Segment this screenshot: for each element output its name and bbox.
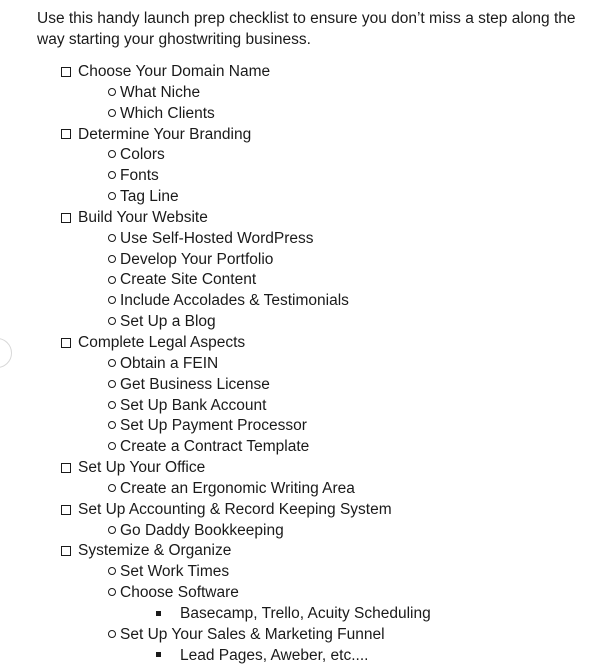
- checklist-item: [0, 500, 592, 521]
- checkbox-icon[interactable]: [61, 62, 71, 83]
- hollow-circle-bullet-icon: [108, 375, 116, 396]
- checklist-item-label: Use Self-Hosted WordPress: [120, 229, 314, 247]
- checklist-subitem: [0, 291, 592, 312]
- checklist-subitem: [0, 416, 592, 437]
- checklist-subitem: [0, 270, 592, 291]
- checklist-subitem: [0, 145, 592, 166]
- hollow-circle-bullet-icon: [108, 187, 116, 208]
- hollow-circle-bullet-icon: [108, 521, 116, 542]
- checklist-item: [0, 62, 592, 83]
- hollow-circle-bullet-icon: [108, 312, 116, 333]
- checklist-item-label: Go Daddy Bookkeeping: [120, 521, 284, 539]
- checklist-subitem: [0, 187, 592, 208]
- checklist-item-label: Set Work Times: [120, 563, 230, 581]
- hollow-circle-bullet-icon: [108, 229, 116, 250]
- checklist-item-label: Which Clients: [120, 104, 215, 122]
- checklist-item-label: Include Accolades & Testimonials: [120, 292, 349, 310]
- checklist-subitem: [0, 166, 592, 187]
- checklist-item-label: Get Business License: [120, 375, 270, 393]
- checklist-item-label: What Niche: [120, 83, 201, 101]
- checklist-subitem: [0, 229, 592, 250]
- checkbox-icon[interactable]: [61, 500, 71, 521]
- hollow-circle-bullet-icon: [108, 270, 116, 291]
- checklist-subitem: [0, 521, 592, 542]
- hollow-circle-bullet-icon: [108, 437, 116, 458]
- checkbox-icon[interactable]: [61, 458, 71, 479]
- checklist-item-label: Obtain a FEIN: [120, 354, 219, 372]
- checklist-item: [0, 125, 592, 146]
- hollow-circle-bullet-icon: [108, 104, 116, 125]
- checklist-item-label: Basecamp, Trello, Acuity Scheduling: [180, 604, 431, 622]
- checklist-item-label: Create a Contract Template: [120, 438, 310, 456]
- hollow-circle-bullet-icon: [108, 291, 116, 312]
- checklist-item-label: Set Up a Blog: [120, 313, 216, 331]
- checklist-item-label: Determine Your Branding: [78, 125, 252, 143]
- checklist-item: [0, 541, 592, 562]
- checklist-item-label: Develop Your Portfolio: [120, 250, 274, 268]
- checkbox-icon[interactable]: [61, 208, 71, 229]
- checklist-item-label: Set Up Your Office: [78, 459, 206, 477]
- checklist-item-label: Set Up Bank Account: [120, 396, 267, 414]
- checklist-item-label: Choose Your Domain Name: [78, 63, 271, 80]
- checklist-item: [0, 458, 592, 479]
- checklist-item-label: Fonts: [120, 167, 159, 185]
- hollow-circle-bullet-icon: [108, 562, 116, 583]
- intro-paragraph: Use this handy launch prep checklist to ensure you don’t miss a step along the way starting your ghostwriting business.: [37, 10, 576, 48]
- checklist-item: [0, 208, 592, 229]
- hollow-circle-bullet-icon: [108, 479, 116, 500]
- checklist-item-label: Tag Line: [120, 188, 179, 206]
- checklist-item-label: Choose Software: [120, 584, 239, 602]
- checklist-subitem: [0, 562, 592, 583]
- checklist-item-label: Systemize & Organize: [78, 542, 232, 560]
- checklist-subitem: [0, 250, 592, 271]
- checklist-subitem: [0, 375, 592, 396]
- checklist-item-label: Lead Pages, Aweber, etc....: [180, 646, 369, 664]
- checklist-item: [0, 333, 592, 354]
- checklist-item-label: Set Up Accounting & Record Keeping System: [78, 500, 392, 518]
- hollow-circle-bullet-icon: [108, 145, 116, 166]
- hollow-circle-bullet-icon: [108, 396, 116, 417]
- checklist-item-label: Create an Ergonomic Writing Area: [120, 479, 355, 497]
- hollow-circle-bullet-icon: [108, 250, 116, 271]
- checklist-item-label: Set Up Your Sales & Marketing Funnel: [120, 625, 385, 643]
- checklist-subitem: [0, 312, 592, 333]
- checklist-subitem: [0, 104, 592, 125]
- checklist-item-label: Set Up Payment Processor: [120, 417, 307, 435]
- hollow-circle-bullet-icon: [108, 583, 116, 604]
- square-bullet-icon: [156, 646, 161, 666]
- checklist-subsubitem: [0, 646, 592, 666]
- hollow-circle-bullet-icon: [108, 83, 116, 104]
- checklist-subitem: [0, 479, 592, 500]
- hollow-circle-bullet-icon: [108, 354, 116, 375]
- checklist-item-label: Complete Legal Aspects: [78, 333, 246, 351]
- checklist-subitem: [0, 437, 592, 458]
- checkbox-icon[interactable]: [61, 125, 71, 146]
- checkbox-icon[interactable]: [61, 541, 71, 562]
- hollow-circle-bullet-icon: [108, 166, 116, 187]
- checklist-subsubitem: [0, 604, 592, 625]
- checklist-subitem: [0, 583, 592, 604]
- checklist-subitem: [0, 625, 592, 646]
- hollow-circle-bullet-icon: [108, 625, 116, 646]
- checklist-item-label: Build Your Website: [78, 208, 208, 226]
- checklist-item-label: Colors: [120, 146, 165, 164]
- square-bullet-icon: [156, 604, 161, 625]
- checklist-subitem: [0, 396, 592, 417]
- hollow-circle-bullet-icon: [108, 416, 116, 437]
- checklist-subitem: [0, 83, 592, 104]
- checklist-subitem: [0, 354, 592, 375]
- checklist-item-label: Create Site Content: [120, 271, 257, 289]
- launch-checklist: [0, 62, 592, 666]
- checkbox-icon[interactable]: [61, 333, 71, 354]
